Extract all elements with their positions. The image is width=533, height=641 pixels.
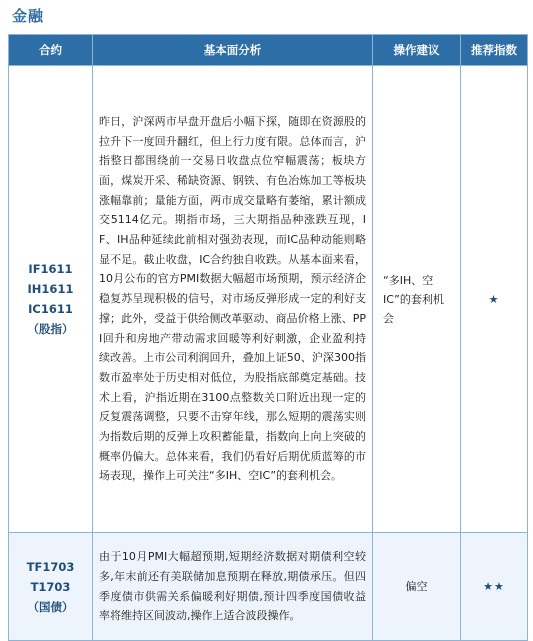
advice-cell: 偏空 bbox=[373, 533, 461, 641]
header-advice: 操作建议 bbox=[373, 35, 461, 66]
table-header-row bbox=[9, 35, 528, 66]
contract-code: IC1611 bbox=[28, 302, 73, 316]
header-rating: 推荐指数 bbox=[461, 35, 528, 66]
contract-code: TF1703 bbox=[26, 559, 75, 574]
rating-star-icon: ★ bbox=[461, 66, 528, 533]
contract-cell bbox=[9, 533, 93, 641]
analysis-cell: 昨日，沪深两市早盘开盘后小幅下探，随即在资源股的拉升下一度回升翻红，但上行力度有限。总体而言，沪指整日都围绕前一交易日收盘点位窄幅震荡；板块方面，煤炭开采、稀缺资源、钢铁、有色冶炼加工等板块涨幅靠前；量能方面，两市成交量略有萎缩，累计额成交5114亿元。期指市场，三大期指品种涨跌互现，IF、IH品种延续此前相对强劲表现，而IC品种动能则略显不足。截止收盘，IC合约独自收跌。从基本面来看，10月公布的官方PMI数据大幅超市场预期，预示经济企稳复苏呈现积极的信号，对市场反弹形成一定的利好支撑；此外，受益于供给侧改革驱动、商品价格上涨、PPI回升和房地产带动需求回暖等利好刺激，企业盈利持续改善。上市公司利润回升，叠加上证50、沪深300指数市盈率处于历史相对低位，为股指底部奠定基础。技术上看，沪指近期在3100点整数关口附近出现一定的反复震荡调整，只要不击穿年线，那么短期的震荡实则为指数后期的反弹上攻积蓄能量，指数向上向上突破的概率仍偏大。总体来看，我们仍看好后期优质蓝筹的市场表现，操作上可关注“多IH、空IC”的套利机会。 bbox=[93, 66, 373, 533]
contract-code: T1703 bbox=[30, 579, 71, 594]
futures-table bbox=[8, 34, 528, 641]
contract-code: IH1611 bbox=[27, 282, 74, 296]
analysis-cell: 由于10月PMI大幅超预期,短期经济数据对期债利空较多,年末前还有美联储加息预期在释放,期债承压。但四季度债市供需关系偏暖利好期债,预计四季度国债收益率将维持区间波动,操作上适合波段操作。 bbox=[93, 533, 373, 641]
section-title: 金融 bbox=[12, 7, 45, 25]
contract-cell bbox=[9, 66, 93, 533]
rating-star-icon: ★★ bbox=[461, 533, 528, 641]
header-contract: 合约 bbox=[9, 35, 93, 66]
table-row bbox=[9, 533, 528, 641]
contract-code: IF1611 bbox=[28, 262, 73, 276]
contract-category: （股指） bbox=[27, 322, 74, 336]
table-row bbox=[9, 66, 528, 533]
advice-cell: “多IH、空IC”的套利机会 bbox=[373, 66, 461, 533]
contract-category: （国债） bbox=[27, 599, 74, 614]
header-analysis: 基本面分析 bbox=[93, 35, 373, 66]
